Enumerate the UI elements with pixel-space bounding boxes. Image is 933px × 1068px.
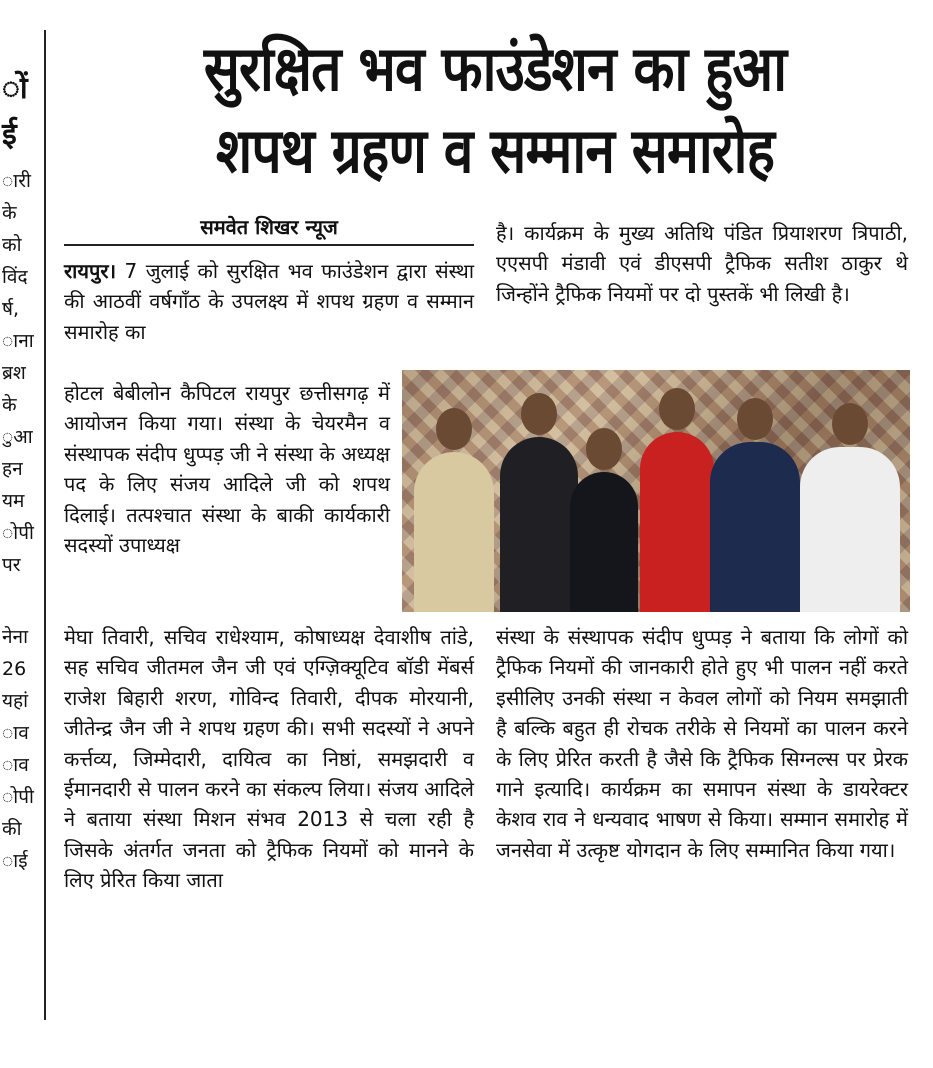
prev-column-fragment: की (2, 818, 22, 840)
prev-column-fragment: यहां (2, 690, 29, 712)
prev-column-fragment: विंद (2, 266, 28, 288)
prev-column-fragment: के (2, 202, 17, 224)
article-para-1b: होटल बेबीलोन कैपिटल रायपुर छत्तीसगढ़ में आयोजन किया गया। संस्था के चेयरमैन व संस्थापक संदीप धुप्पड़ जी ने संस्था के अध्यक्ष पद के लिए संजय आदिले जी को शपथ दिलाई। तत्पश्चात संस्था के बाकी कार्यकारी सदस्यों उपाध्यक्ष (64, 381, 390, 558)
article-para-2a: है। कार्यक्रम के मुख्य अतिथि पंडित प्रियाशरण त्रिपाठी, एएसपी मंडावी एवं डीएसपी ट्रैफिक सतीश ठाकुर थे जिन्होंने ट्रैफिक नियमों पर दो पुस्तकें भी लिखी है। (496, 221, 908, 306)
prev-column-fragment: ोपी (2, 786, 34, 808)
prev-column-fragment: ारी (2, 170, 31, 192)
photo-person (414, 452, 494, 612)
photo-person-head (586, 428, 622, 470)
photo-person (710, 442, 800, 612)
headline-line-1: सुरक्षित भव फाउंडेशन का हुआ (203, 32, 787, 105)
prev-column-fragment: को (2, 234, 22, 256)
photo-person-head (436, 408, 472, 450)
column-divider (44, 30, 46, 1020)
photo-person (570, 472, 638, 612)
byline: समवेत शिखर न्यूज (200, 215, 338, 239)
article-text-1a: 7 जुलाई को सुरक्षित भव फाउंडेशन द्वारा संस्था की आठवीं वर्षगाँठ के उपलक्ष्य में शपथ ग्रहण व सम्मान समारोह का (64, 259, 474, 344)
headline-line-2: शपथ ग्रहण व सम्मान समारोह (215, 114, 775, 187)
prev-column-fragment: ाव (2, 722, 29, 744)
photo-person-head (832, 403, 868, 445)
event-photo (402, 370, 910, 612)
prev-column-fragment: ाई (2, 850, 28, 872)
previous-article-column (0, 60, 40, 1020)
article-para-2b: संस्था के संस्थापक संदीप धुप्पड़ ने बताया कि लोगों को ट्रैफिक नियमों की जानकारी होते हुए भी पालन नहीं करते इसीलिए उनकी संस्था न केवल लोगों को नियम समझाती है बल्कि बहुत ही रोचक तरीके से नियमों का पालन करने के लिए प्रेरित करती है जैसे कि ट्रैफिक सिग्नल्स पर प्रेरक गाने इत्यादि। कार्यक्रम का समापन संस्था के डायरेक्टर केशव राव ने धन्यवाद भाषण से किया। सम्मान समारोह में जनसेवा में उत्कृष्ट योगदान के लिए सम्मानित किया गया। (496, 625, 908, 862)
prev-column-fragment: नेना (2, 626, 29, 648)
prev-column-fragment: के (2, 394, 17, 416)
byline-rule (64, 244, 474, 246)
prev-column-fragment: ोपी (2, 522, 34, 544)
dateline: रायपुर। (64, 259, 117, 283)
prev-column-fragment: 26 (2, 658, 27, 680)
prev-column-fragment: ब्रश (2, 362, 26, 384)
article-para-1c: मेघा तिवारी, सचिव राधेश्याम, कोषाध्यक्ष देवाशीष तांडे, सह सचिव जीतमल जैन जी एवं एग्ज़िक्यूटिव बॉडी मेंबर्स राजेश बिहारी शरण, गोविन्द तिवारी, दीपक मोरयानी, जीतेन्द्र जैन जी ने शपथ ग्रहण की। सभी सदस्यों ने अपने कर्त्तव्य, जिम्मेदारी, दायित्व का निष्ठां, समझदारी व ईमानदारी से पालन करने का संकल्प लिया। संजय आदिले ने बताया संस्था मिशन संभव 2013 से चला रही है जिसके अंतर्गत जनता को ट्रैफिक नियमों को मानने के लिए प्रेरित किया जाता (64, 625, 474, 893)
photo-person-head (659, 388, 695, 430)
photo-person-head (737, 398, 773, 440)
prev-column-fragment: यम (2, 490, 25, 512)
prev-column-fragment: ुआ (2, 426, 33, 448)
prev-column-fragment: हन (2, 458, 23, 480)
photo-person (500, 437, 578, 612)
prev-column-fragment: र्ष, (2, 298, 20, 320)
headline (121, 28, 869, 192)
article-para-1 (64, 256, 474, 347)
prev-column-fragment: ाव (2, 754, 29, 776)
prev-column-fragment: ई (2, 117, 17, 152)
photo-person (640, 432, 714, 612)
photo-person-head (521, 393, 557, 435)
prev-column-fragment: ों (2, 71, 28, 106)
prev-column-fragment: ाना (2, 330, 34, 352)
photo-person (800, 447, 900, 612)
prev-column-fragment: पर (2, 554, 21, 576)
